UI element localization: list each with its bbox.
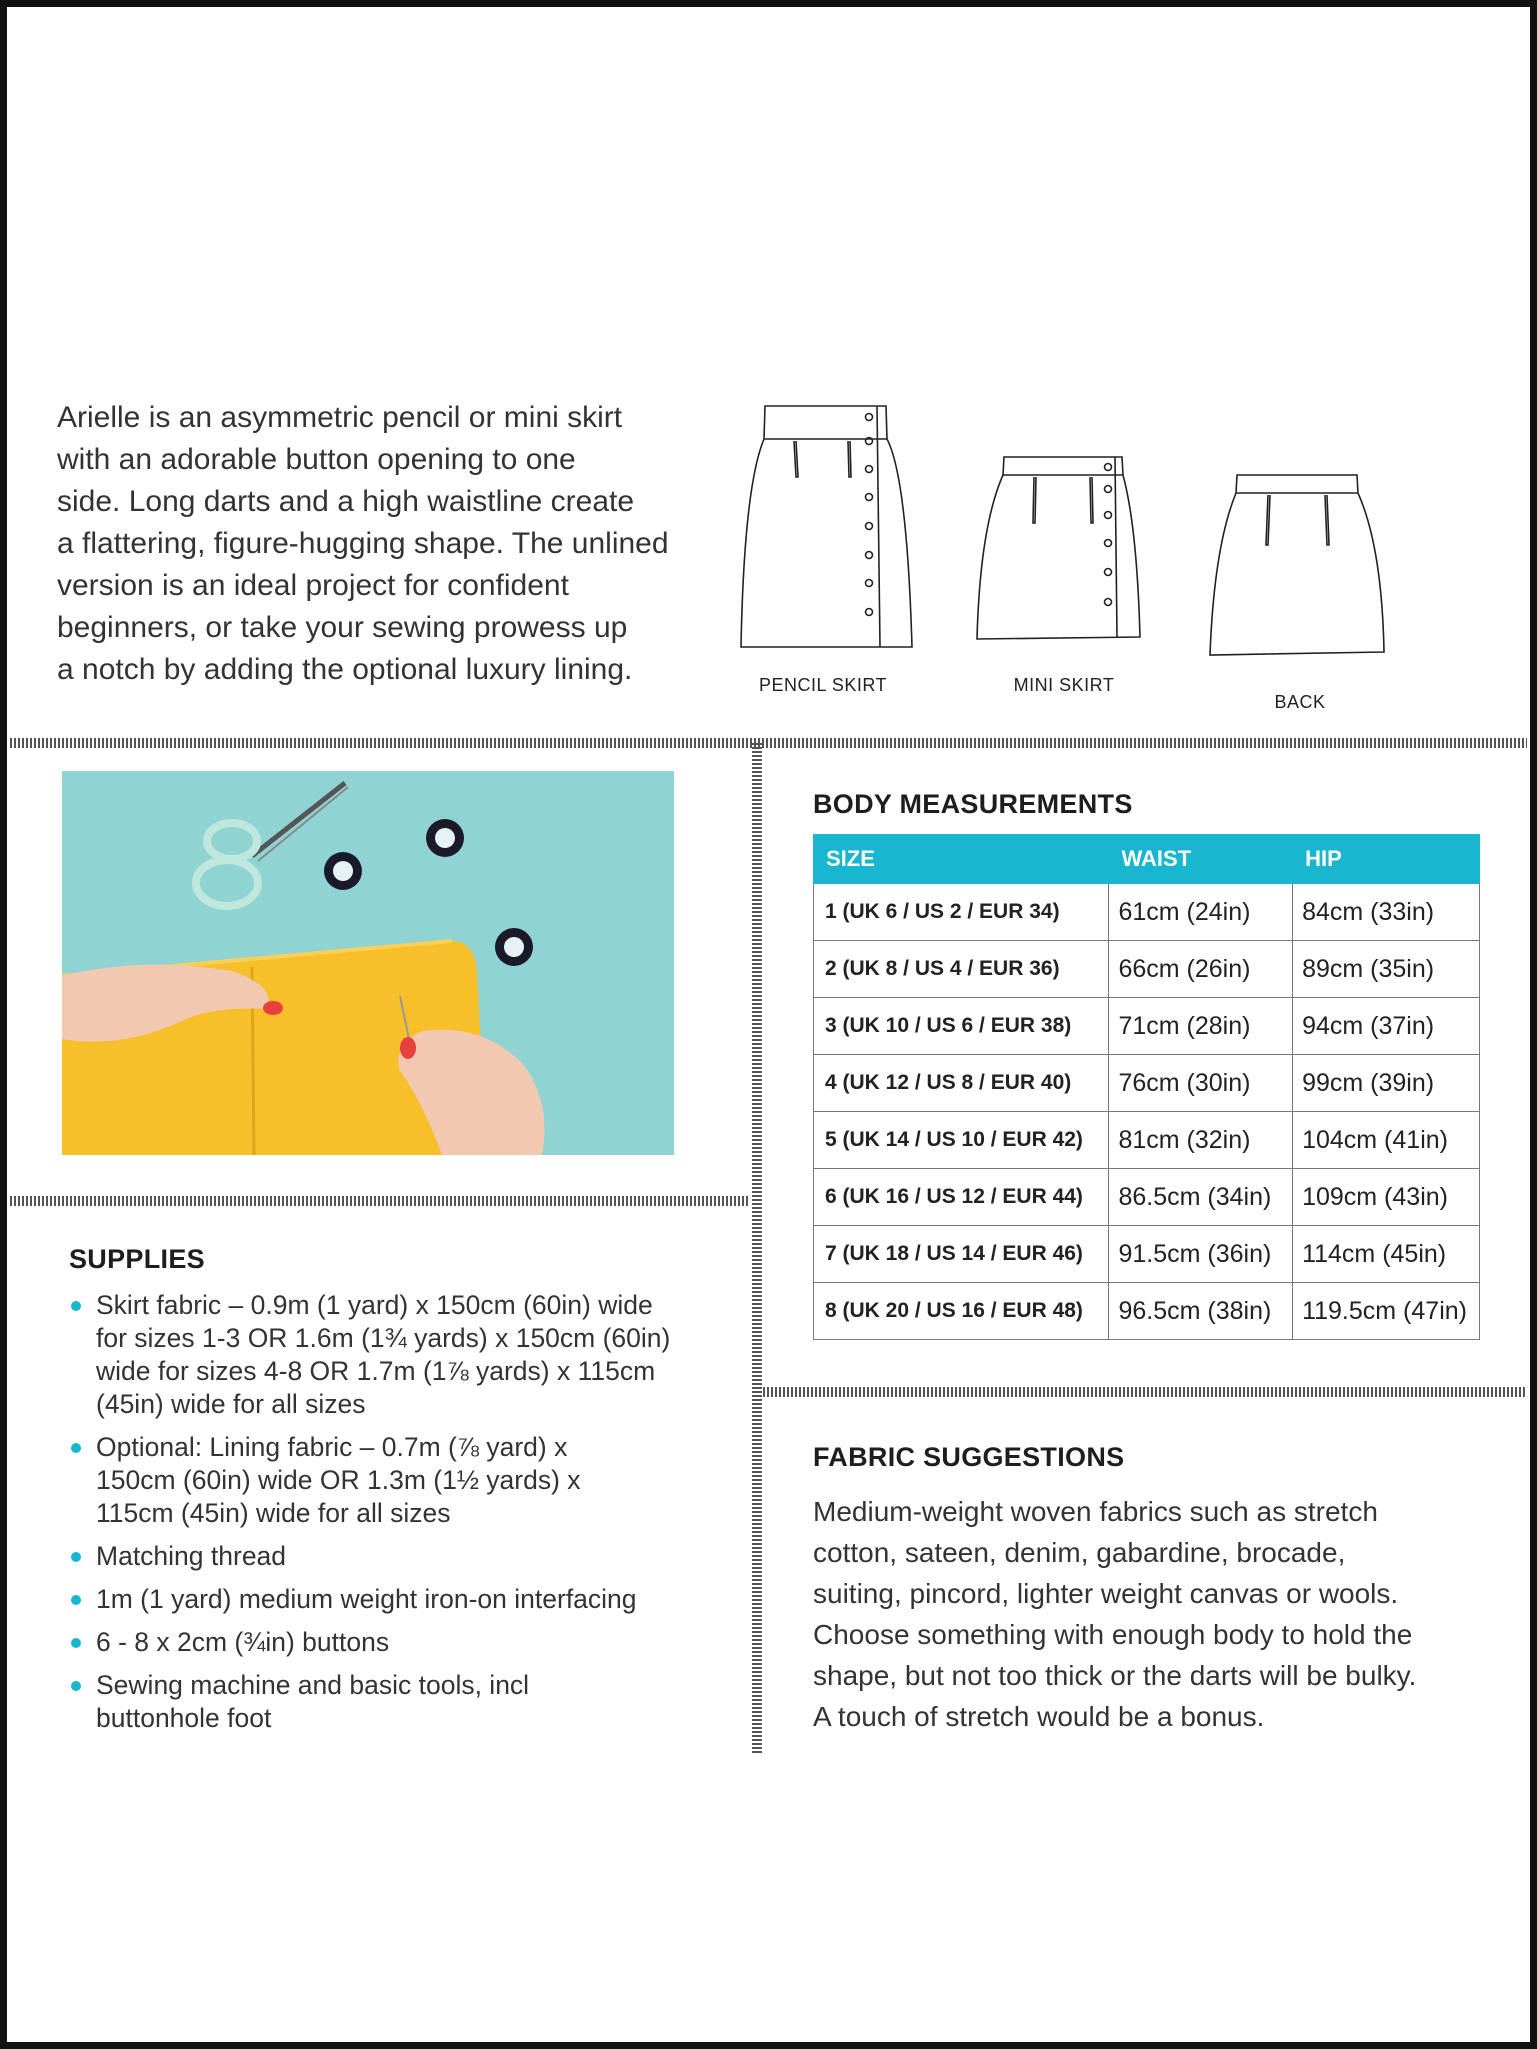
bullet-icon xyxy=(71,1301,81,1311)
hip-cell: 114cm (45in) xyxy=(1293,1226,1480,1283)
divider xyxy=(763,1387,1527,1397)
column-header-size: SIZE xyxy=(814,835,1109,884)
size-cell: 7 (UK 18 / US 14 / EUR 46) xyxy=(814,1226,1109,1283)
list-item-line: Matching thread xyxy=(96,1541,287,1571)
list-item xyxy=(69,1583,729,1616)
supplies-heading: SUPPLIES xyxy=(69,1244,205,1274)
intro-paragraph xyxy=(57,397,717,691)
table-row xyxy=(814,1226,1480,1283)
table-row xyxy=(814,998,1480,1055)
intro-line: a notch by adding the optional luxury lining. xyxy=(57,653,633,686)
skirt-technical-drawings xyxy=(732,397,1432,667)
bullet-icon xyxy=(71,1681,81,1691)
intro-line: side. Long darts and a high waistline create xyxy=(57,485,635,518)
table-row xyxy=(814,1055,1480,1112)
waist-cell: 76cm (30in) xyxy=(1109,1055,1293,1112)
intro-line: beginners, or take your sewing prowess up xyxy=(57,611,628,644)
list-item-line: 6 - 8 x 2cm (¾in) buttons xyxy=(96,1627,390,1657)
intro-line: Arielle is an asymmetric pencil or mini skirt xyxy=(57,401,623,434)
hip-cell: 119.5cm (47in) xyxy=(1293,1283,1480,1340)
hip-cell: 99cm (39in) xyxy=(1293,1055,1480,1112)
table-row xyxy=(814,1112,1480,1169)
paragraph-line: shape, but not too thick or the darts will be bulky. xyxy=(813,1660,1417,1691)
divider xyxy=(10,738,1527,748)
table-row xyxy=(814,941,1480,998)
supplies-list xyxy=(69,1289,729,1745)
waist-cell: 86.5cm (34in) xyxy=(1109,1169,1293,1226)
size-cell: 4 (UK 12 / US 8 / EUR 40) xyxy=(814,1055,1109,1112)
size-cell: 3 (UK 10 / US 6 / EUR 38) xyxy=(814,998,1109,1055)
list-item-line: Sewing machine and basic tools, incl xyxy=(96,1670,530,1700)
size-cell: 1 (UK 6 / US 2 / EUR 34) xyxy=(814,884,1109,941)
hip-cell: 109cm (43in) xyxy=(1293,1169,1480,1226)
body-measurements-heading: BODY MEASUREMENTS xyxy=(813,789,1133,819)
list-item-line: buttonhole foot xyxy=(96,1703,272,1733)
list-item-line: 150cm (60in) wide OR 1.3m (1½ yards) x xyxy=(96,1465,581,1495)
list-item-line: for sizes 1-3 OR 1.6m (1¾ yards) x 150cm (60in) xyxy=(96,1323,671,1353)
bullet-icon xyxy=(71,1638,81,1648)
waist-cell: 96.5cm (38in) xyxy=(1109,1283,1293,1340)
intro-line: version is an ideal project for confident xyxy=(57,569,569,602)
list-item-line: (45in) wide for all sizes xyxy=(96,1389,366,1419)
list-item xyxy=(69,1431,729,1530)
waist-cell: 61cm (24in) xyxy=(1109,884,1293,941)
paragraph-line: suiting, pincord, lighter weight canvas or wools. xyxy=(813,1578,1399,1609)
pencil-skirt-drawing xyxy=(741,406,912,647)
size-cell: 2 (UK 8 / US 4 / EUR 36) xyxy=(814,941,1109,998)
mini-skirt-label: MINI SKIRT xyxy=(1013,675,1115,695)
body-measurements-table xyxy=(813,834,1480,1340)
hip-cell: 94cm (37in) xyxy=(1293,998,1480,1055)
size-cell: 8 (UK 20 / US 16 / EUR 48) xyxy=(814,1283,1109,1340)
table-row xyxy=(814,884,1480,941)
waist-cell: 66cm (26in) xyxy=(1109,941,1293,998)
paragraph-line: Medium-weight woven fabrics such as stretch xyxy=(813,1496,1378,1527)
table-header-row xyxy=(814,835,1480,884)
list-item xyxy=(69,1289,729,1421)
list-item xyxy=(69,1540,729,1573)
list-item-line: 1m (1 yard) medium weight iron-on interfacing xyxy=(96,1584,637,1614)
back-skirt-drawing xyxy=(1210,475,1384,655)
intro-line: a flattering, figure-hugging shape. The unlined xyxy=(57,527,669,560)
list-item-line: Optional: Lining fabric – 0.7m (⅞ yard) x xyxy=(96,1432,568,1462)
hip-cell: 84cm (33in) xyxy=(1293,884,1480,941)
list-item xyxy=(69,1626,729,1659)
size-cell: 5 (UK 14 / US 10 / EUR 42) xyxy=(814,1112,1109,1169)
bullet-icon xyxy=(71,1443,81,1453)
sewing-photo xyxy=(62,771,674,1155)
bullet-icon xyxy=(71,1595,81,1605)
table-row xyxy=(814,1169,1480,1226)
divider xyxy=(752,743,762,1753)
mini-skirt-drawing xyxy=(977,457,1140,639)
bullet-icon xyxy=(71,1552,81,1562)
waist-cell: 71cm (28in) xyxy=(1109,998,1293,1055)
waist-cell: 81cm (32in) xyxy=(1109,1112,1293,1169)
paragraph-line: cotton, sateen, denim, gabardine, brocade, xyxy=(813,1537,1346,1568)
list-item xyxy=(69,1669,729,1735)
table-row xyxy=(814,1283,1480,1340)
paragraph-line: A touch of stretch would be a bonus. xyxy=(813,1701,1265,1732)
waist-cell: 91.5cm (36in) xyxy=(1109,1226,1293,1283)
pencil-skirt-label: PENCIL SKIRT xyxy=(758,675,888,695)
fabric-suggestions-paragraph xyxy=(813,1491,1503,1737)
hip-cell: 104cm (41in) xyxy=(1293,1112,1480,1169)
column-header-waist: WAIST xyxy=(1109,835,1293,884)
column-header-hip: HIP xyxy=(1293,835,1480,884)
list-item-line: Skirt fabric – 0.9m (1 yard) x 150cm (60in) wide xyxy=(96,1290,653,1320)
intro-line: with an adorable button opening to one xyxy=(57,443,576,476)
list-item-line: 115cm (45in) wide for all sizes xyxy=(96,1498,451,1528)
fabric-suggestions-heading: FABRIC SUGGESTIONS xyxy=(813,1442,1125,1472)
list-item-line: wide for sizes 4-8 OR 1.7m (1⅞ yards) x 115cm xyxy=(96,1356,656,1386)
back-label: BACK xyxy=(1274,692,1326,712)
paragraph-line: Choose something with enough body to hold the xyxy=(813,1619,1413,1650)
hip-cell: 89cm (35in) xyxy=(1293,941,1480,998)
divider xyxy=(10,1196,750,1206)
size-cell: 6 (UK 16 / US 12 / EUR 44) xyxy=(814,1169,1109,1226)
